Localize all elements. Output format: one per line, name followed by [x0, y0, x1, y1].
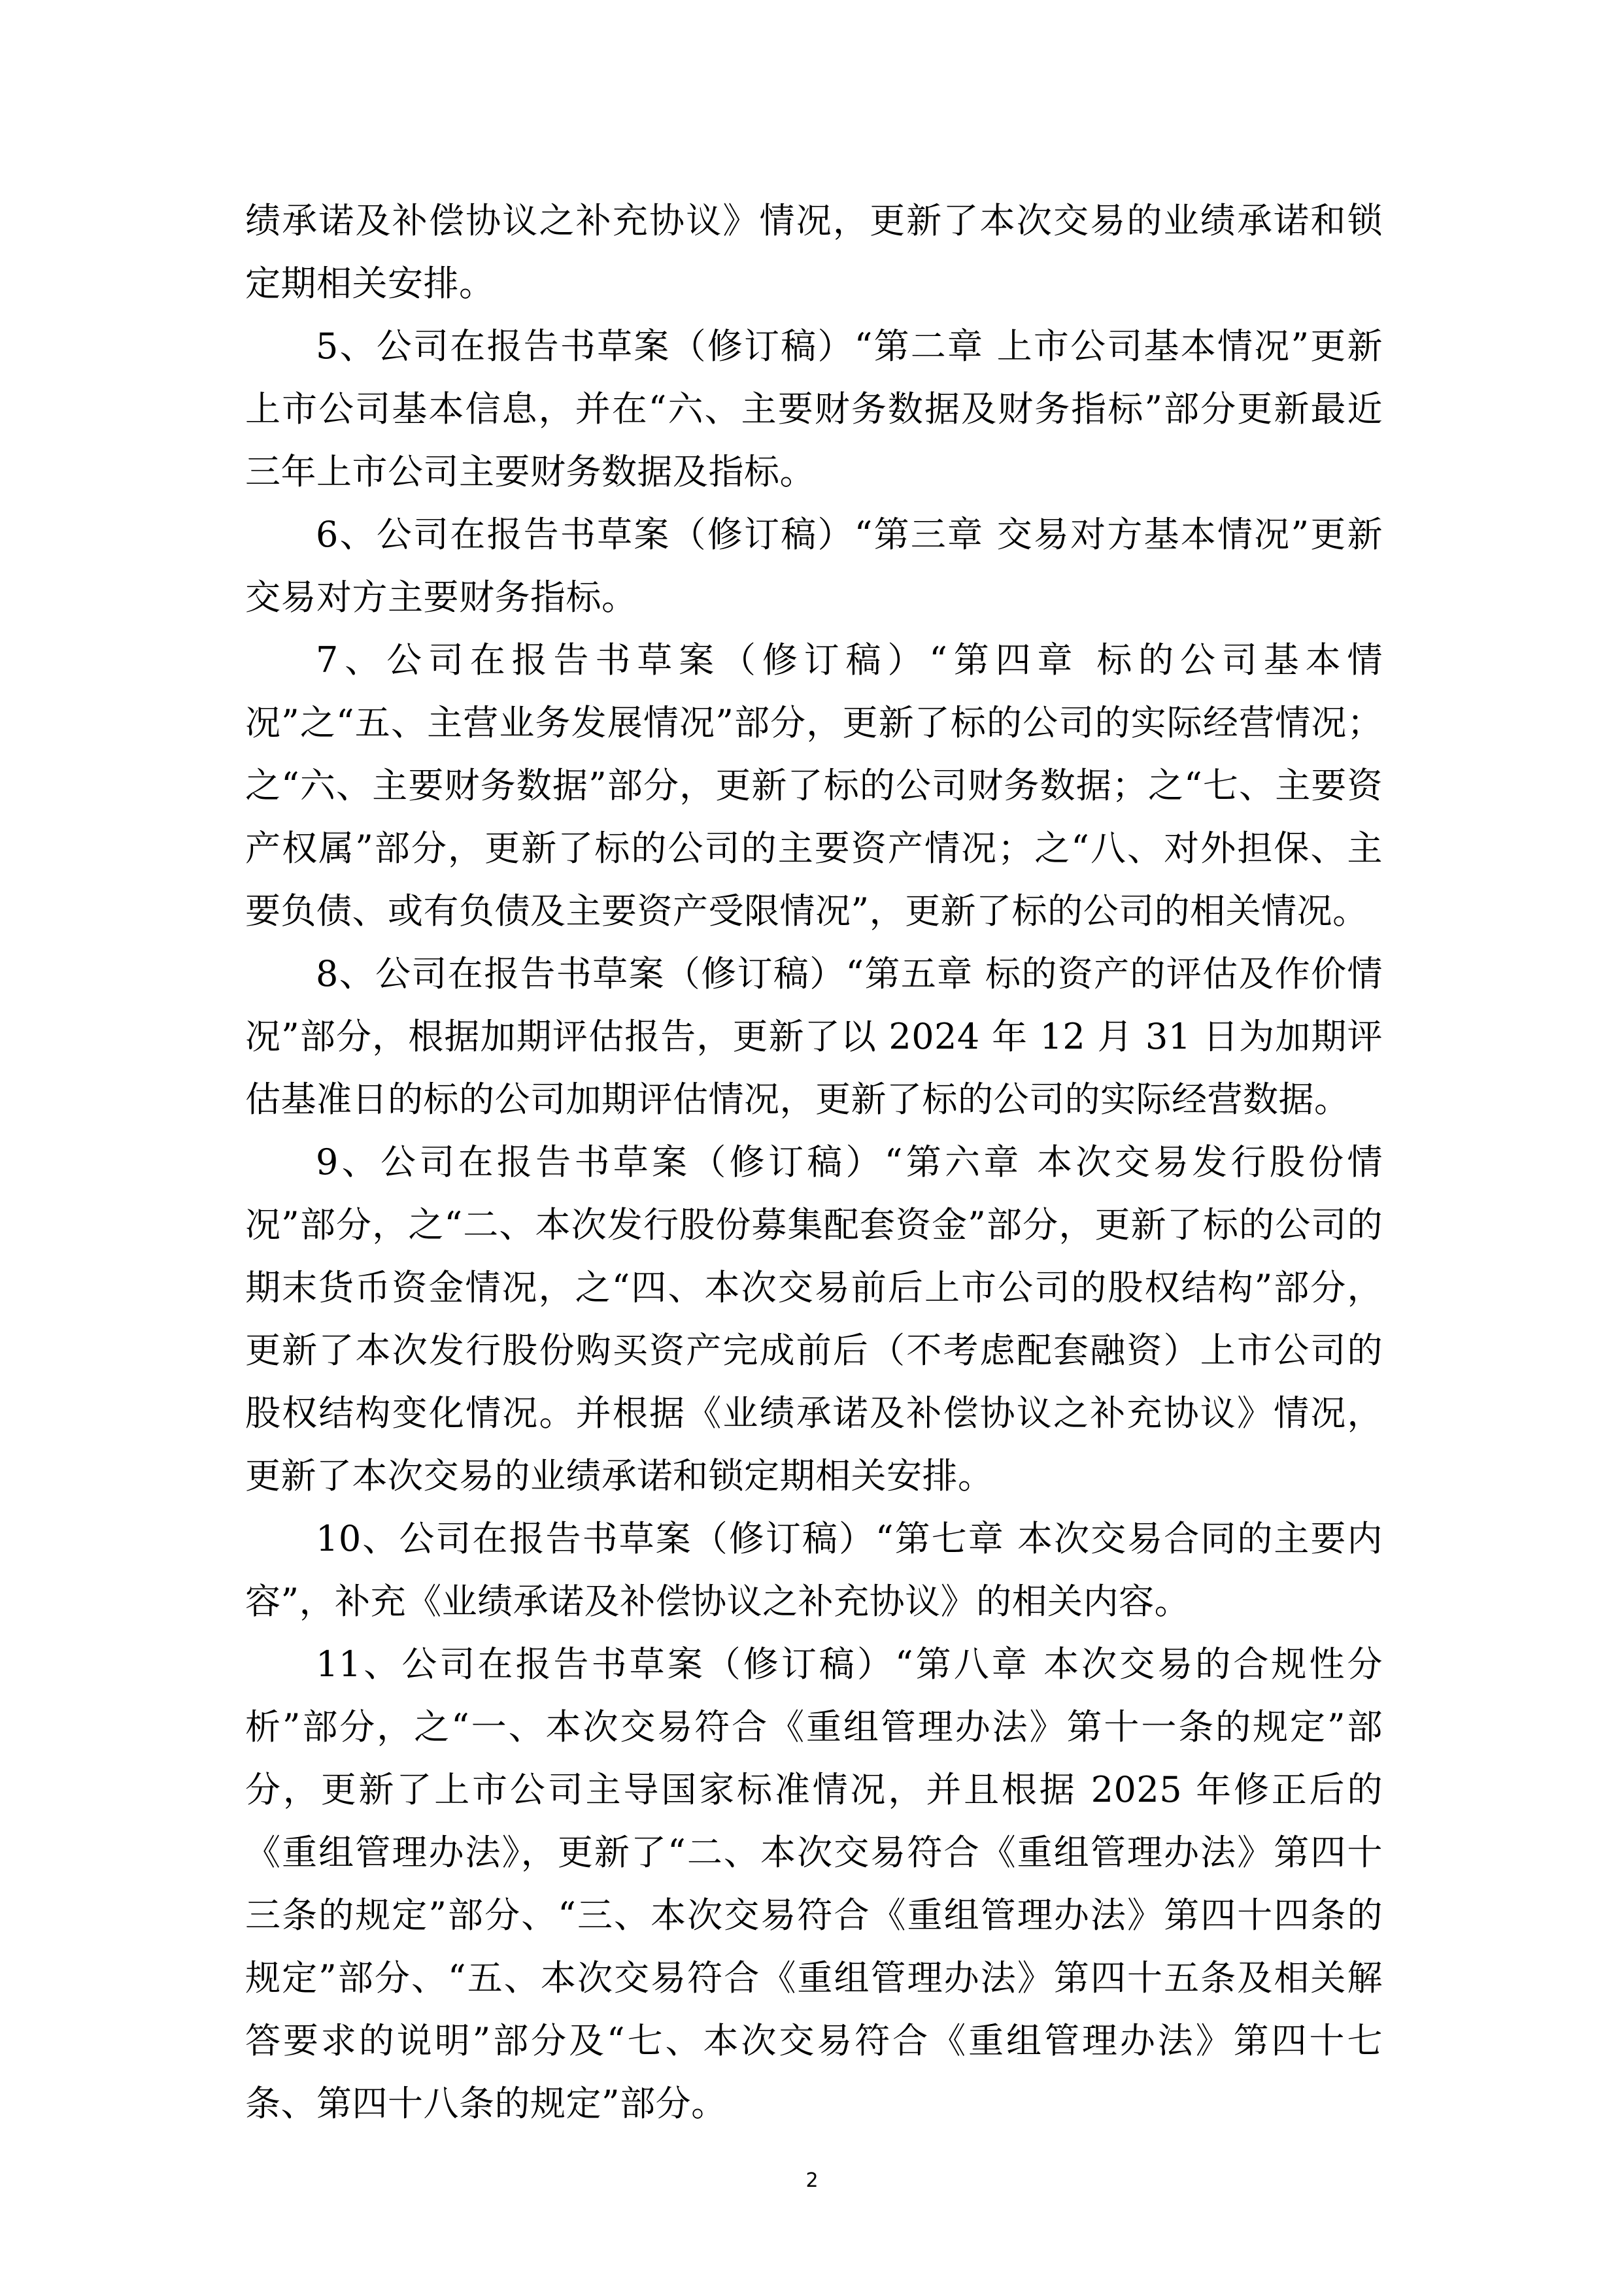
- page-number: 2: [805, 2169, 819, 2192]
- paragraph-item-10: 10、公司在报告书草案（修订稿）“第七章 本次交易合同的主要内容”，补充《业绩承诺及补偿协议之补充协议》的相关内容。: [245, 1518, 1383, 1622]
- paragraph-item-6: 6、公司在报告书草案（修订稿）“第三章 交易对方基本情况”更新交易对方主要财务指标。: [245, 514, 1383, 618]
- paragraph-continuation: 绩承诺及补偿协议之补充协议》情况，更新了本次交易的业绩承诺和锁定期相关安排。: [245, 200, 1383, 304]
- paragraph-item-8: 8、公司在报告书草案（修订稿）“第五章 标的资产的评估及作价情况”部分，根据加期评估报告，更新了以 2024 年 12 月 31 日为加期评估基准日的标的公司加期评估情况，更新了标的公司的实际经营数据。: [245, 953, 1383, 1120]
- paragraph-item-9: 9、公司在报告书草案（修订稿）“第六章 本次交易发行股份情况”部分，之“二、本次发行股份募集配套资金”部分，更新了标的公司的期末货币资金情况，之“四、本次交易前后上市公司的股权结构”部分，更新了本次发行股份购买资产完成前后（不考虑配套融资）上市公司的股权结构变化情况。并根据《业绩承诺及补偿协议之补充协议》情况，更新了本次交易的业绩承诺和锁定期相关安排。: [245, 1141, 1383, 1496]
- paragraph-item-5: 5、公司在报告书草案（修订稿）“第二章 上市公司基本情况”更新上市公司基本信息，并在“六、主要财务数据及财务指标”部分更新最近三年上市公司主要财务数据及指标。: [245, 326, 1383, 492]
- paragraph-item-11: 11、公司在报告书草案（修订稿）“第八章 本次交易的合规性分析”部分，之“一、本次交易符合《重组管理办法》第十一条的规定”部分，更新了上市公司主导国家标准情况，并且根据 2025 年修正后的《重组管理办法》，更新了“二、本次交易符合《重组管理办法》第四十三条的规定”部分、“三、本次交易符合《重组管理办法》第四十四条的规定”部分、“五、本次交易符合《重组管理办法》第四十五条及相关解答要求的说明”部分及“七、本次交易符合《重组管理办法》第四十七条、第四十八条的规定”部分。: [245, 1644, 1383, 2124]
- document-body: [245, 190, 1383, 2135]
- paragraph-item-7: 7、公司在报告书草案（修订稿）“第四章 标的公司基本情况”之“五、主营业务发展情况”部分，更新了标的公司的实际经营情况；之“六、主要财务数据”部分，更新了标的公司财务数据；之“七、主要资产权属”部分，更新了标的公司的主要资产情况；之“八、对外担保、主要负债、或有负债及主要资产受限情况”，更新了标的公司的相关情况。: [245, 639, 1383, 932]
